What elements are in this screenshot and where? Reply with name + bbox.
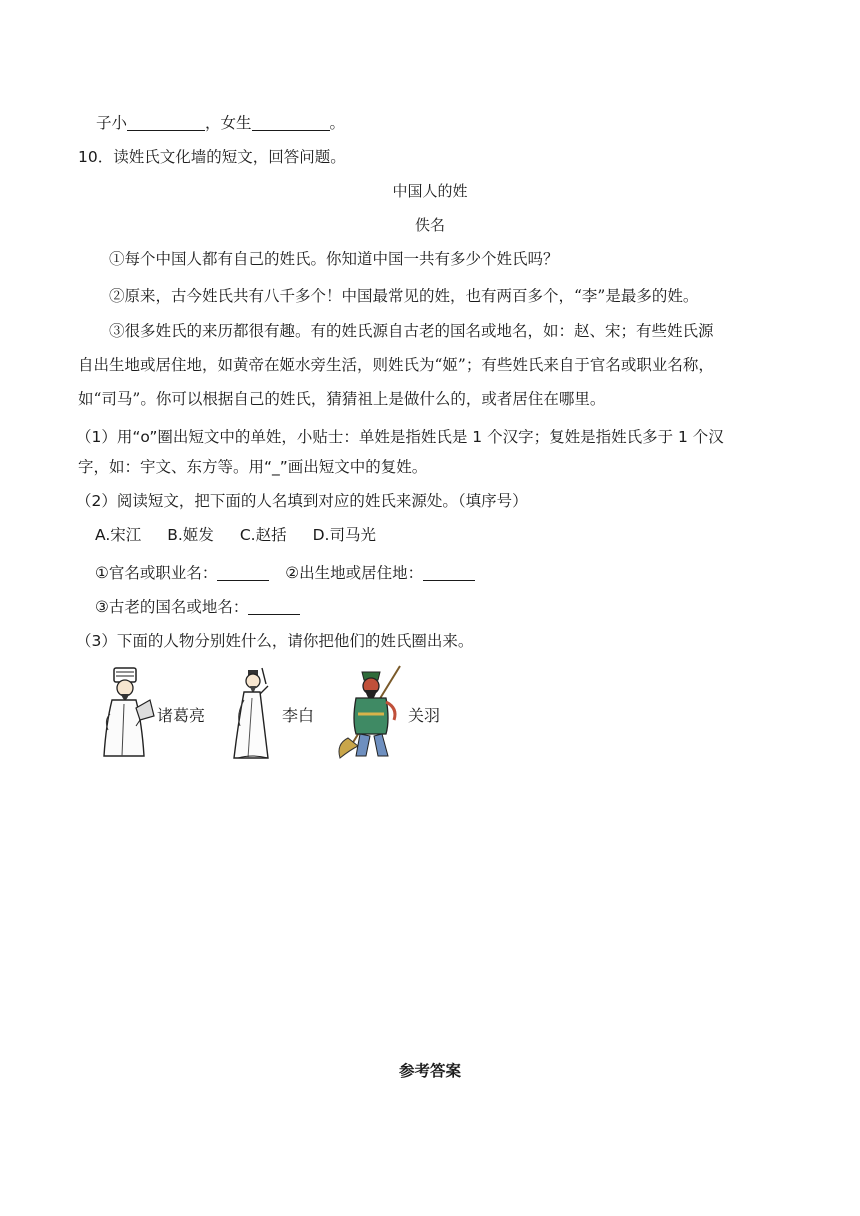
paragraph-3-line-1: ③很多姓氏的来历都很有趣。有的姓氏源自古老的国名或地名，如：赵、宋；有些姓氏源 [109,322,714,340]
sub-question-1-line-1: （1）用“o”圈出短文中的单姓，小贴士：单姓是指姓氏是 1 个汉字；复姓是指姓氏多于 1 个汉 [76,428,724,446]
options-row [95,524,402,546]
q9-prefix: 子小 [96,114,128,132]
paragraph-2: ②原来，古今姓氏共有八千多个！中国最常见的姓，也有两百多个，“李”是最多的姓。 [109,287,699,305]
option-b: B.姬发 [167,526,214,544]
option-c: C.赵括 [239,526,287,544]
character-name-li-bai: 李白 [282,706,315,725]
article-title: 中国人的姓 [392,182,468,200]
fill-row-2 [95,596,300,618]
answer-blank[interactable] [127,113,205,131]
fill-label-country: ③古老的国名或地名： [95,598,249,616]
sub-question-2: （2）阅读短文，把下面的人名填到对应的姓氏来源处。（填序号） [76,492,528,510]
character-name-guan-yu: 关羽 [408,706,441,725]
paragraph-3-line-2: 自出生地或居住地，如黄帝在姬水旁生活，则姓氏为“姬”；有些姓氏来自于官名或职业名称， [78,356,714,374]
answers-heading: 参考答案 [398,1062,461,1080]
q9-tail-line [96,112,345,134]
zhuge-liang-illustration [100,664,156,762]
character-name-zhuge-liang: 诸葛亮 [157,706,206,725]
sub-question-1-line-2: 字，如：宇文、东方等。用“_”画出短文中的复姓。 [78,458,428,476]
answer-blank[interactable] [217,563,269,581]
fill-row-1 [95,562,475,584]
paragraph-1: ①每个中国人都有自己的姓氏。你知道中国一共有多少个姓氏吗？ [109,250,559,268]
li-bai-illustration [228,664,278,762]
guan-yu-illustration [334,664,408,762]
q9-end: 。 [329,114,346,132]
option-d: D.司马光 [312,526,376,544]
sub-question-3: （3）下面的人物分别姓什么，请你把他们的姓氏圈出来。 [76,632,474,650]
question-stem: 10．读姓氏文化墙的短文，回答问题。 [78,148,346,166]
answer-blank[interactable] [423,563,475,581]
paragraph-3-line-3: 如“司马”。你可以根据自己的姓氏，猜猜祖上是做什么的，或者居住在哪里。 [78,390,606,408]
article-author: 佚名 [414,216,445,234]
fill-label-birthplace: ②出生地或居住地： [285,564,424,582]
fill-label-official: ①官名或职业名： [95,564,218,582]
answer-blank[interactable] [248,597,300,615]
answer-blank[interactable] [252,113,330,131]
q9-mid: ，女生 [205,114,252,132]
option-a: A.宋江 [95,526,142,544]
